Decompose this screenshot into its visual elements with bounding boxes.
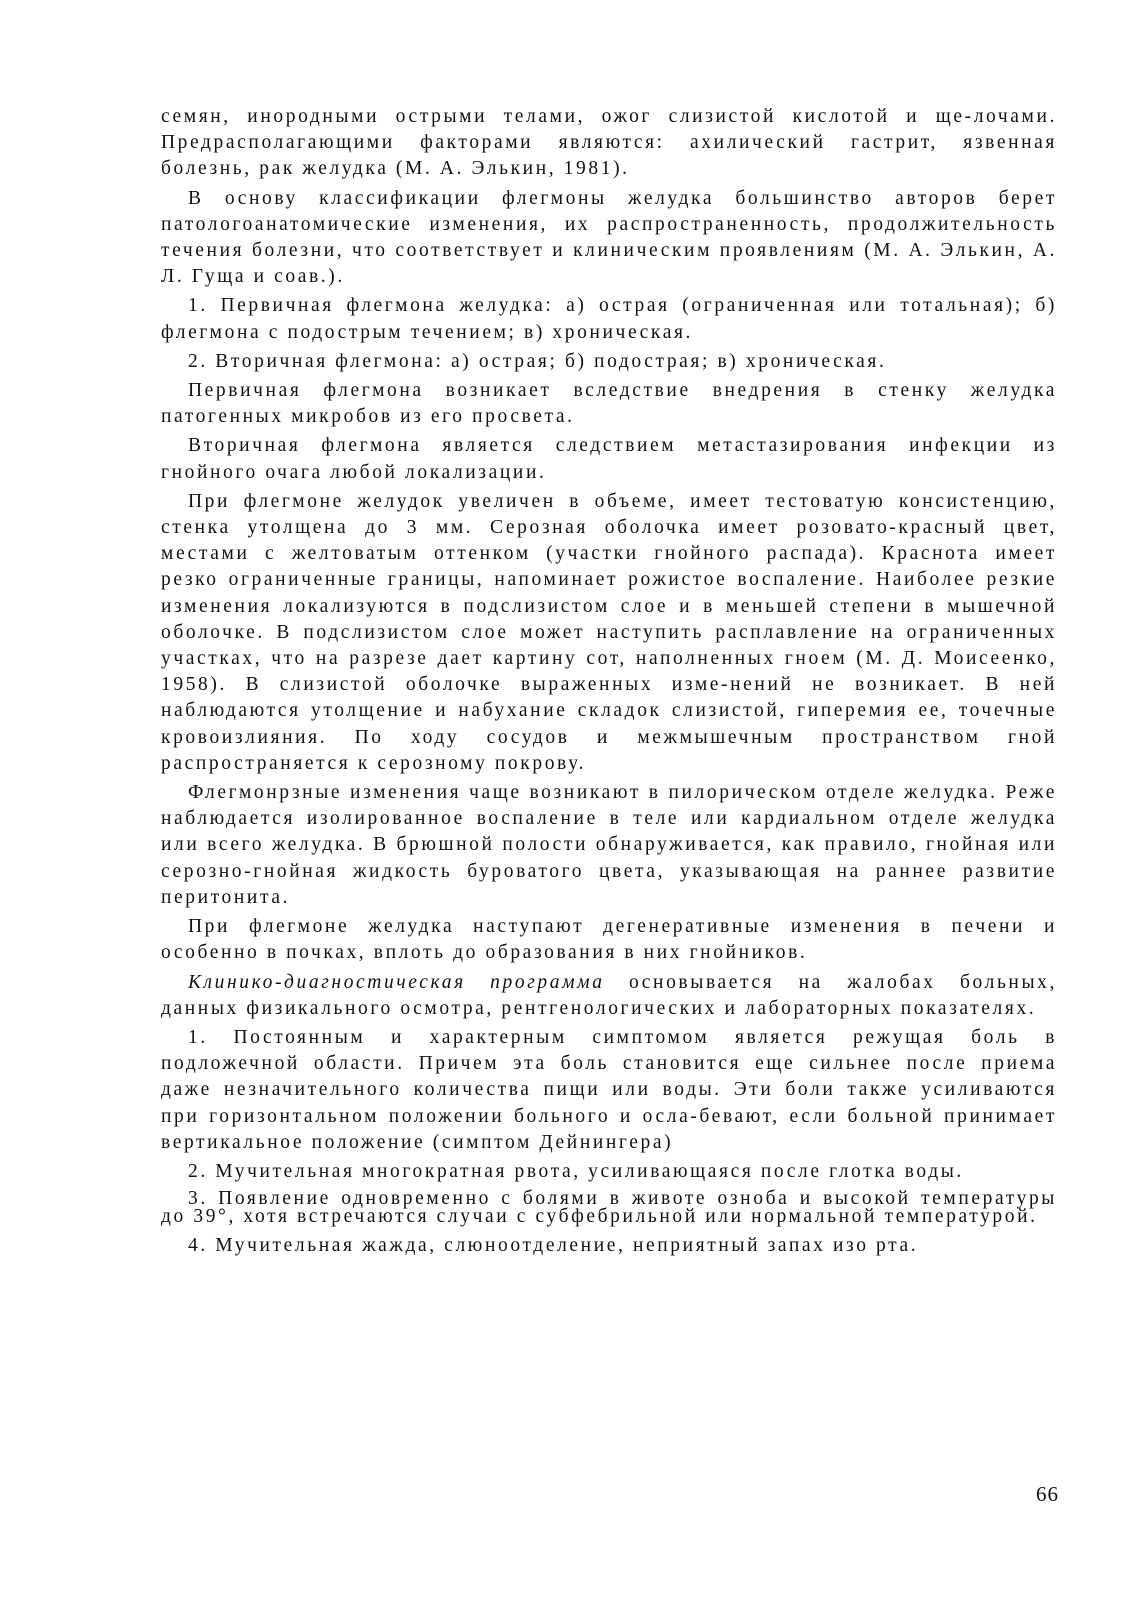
paragraph-secondary-phlegmon: Вторичная флегмона является следствием метастазирования инфекции из гнойного очага любой локализации. bbox=[161, 435, 1057, 483]
paragraph-localization: Флегмонрзные изменения чаще возникают в пилорическом отделе желудка. Реже наблюдается изолированное воспаление в теле или кардиальном отделе желудка или всего желудка. В брюшной полости обнаруживается, как правило, гнойная или серозно-гнойная жидкость буроватого цвета, указывающая на раннее развитие перитонита. bbox=[161, 782, 1057, 908]
paragraph-intro: семян, инородными острыми телами, ожог слизистой кислотой и ще-лочами. Предрасполагающими факторами являются: ахилический гастрит, язвенная болезнь, рак желудка (М. А. Элькин, 1981). bbox=[161, 106, 1057, 180]
page-text bbox=[161, 104, 1057, 1262]
classification-item-secondary: 2. Вторичная флегмона: а) острая; б) подострая; в) хроническая. bbox=[188, 350, 887, 372]
paragraph-degenerative-changes: При флегмоне желудка наступают дегенеративные изменения в печени и особенно в почках, вплоть до образования в них гнойников. bbox=[161, 916, 1057, 964]
paragraph-diagnostic-program bbox=[161, 970, 1057, 1022]
paragraph-primary-phlegmon: Первичная флегмона возникает вследствие внедрения в стенку желудка патогенных микробов из его просвета. bbox=[161, 380, 1057, 428]
symptom-item-4: 4. Мучительная жажда, слюноотделение, неприятный запах изо рта. bbox=[188, 1235, 919, 1257]
symptom-item-2: 2. Мучительная многократная рвота, усиливающаяся после глотка воды. bbox=[188, 1160, 964, 1182]
paragraph-classification: В основу классификации флегмоны желудка большинство авторов берет патологоанатомические изменения, их распространенность, продолжительность течения болезни, что соответствует и клиническим проявлениям (М. А. Элькин, А. Л. Гуща и соав.). bbox=[161, 187, 1057, 288]
symptom-item-3: 3. Появление одновременно с болями в животе озноба и высокой температуры до 39°, хотя встречаются случаи с субфебрильной или нормальной температурой. bbox=[161, 1188, 1057, 1228]
diagnostic-program-text: основывается на жалобах больных, данных физикального осмотра, рентгенологических и лабораторных показателях. bbox=[161, 971, 1057, 1019]
classification-item-primary: 1. Первичная флегмона желудка: а) острая (ограниченная или тотальная); б) флегмона с подострым течением; в) хроническая. bbox=[161, 295, 1057, 343]
symptom-item-1: 1. Постоянным и характерным симптомом является режущая боль в подложечной области. Причем эта боль становится еще сильнее после приема даже незначительного количества пищи или воды. Эти боли также усиливаются при горизонтальном положении больного и осла-бевают, если больной принимает вертикальное положение (симптом Дейнингера) bbox=[161, 1026, 1057, 1153]
diagnostic-program-heading: Клинико-диагностическая программа bbox=[188, 971, 605, 993]
paragraph-pathology: При флегмоне желудок увеличен в объеме, имеет тестоватую консистенцию, стенка утолщена до 3 мм. Серозная оболочка имеет розовато-красный цвет, местами с желтоватым оттенком (участки гнойного распада). Краснота имеет резко ограниченные границы, напоминает рожистое воспаление. Наиболее резкие изменения локализуются в подслизистом слое и в меньшей степени в мышечной оболочке. В подслизистом слое может наступить расплавление на ограниченных участках, что на разрезе дает картину сот, наполненных гноем (М. Д. Моисеенко, 1958). В слизистой оболочке выраженных изме-нений не возникает. В ней наблюдаются утолщение и набухание складок слизистой, гиперемия ее, точечные кровоизлияния. По ходу сосудов и межмышечным пространством гной распространяется к серозному покрову. bbox=[161, 490, 1057, 774]
page-number: 66 bbox=[1036, 1482, 1059, 1506]
